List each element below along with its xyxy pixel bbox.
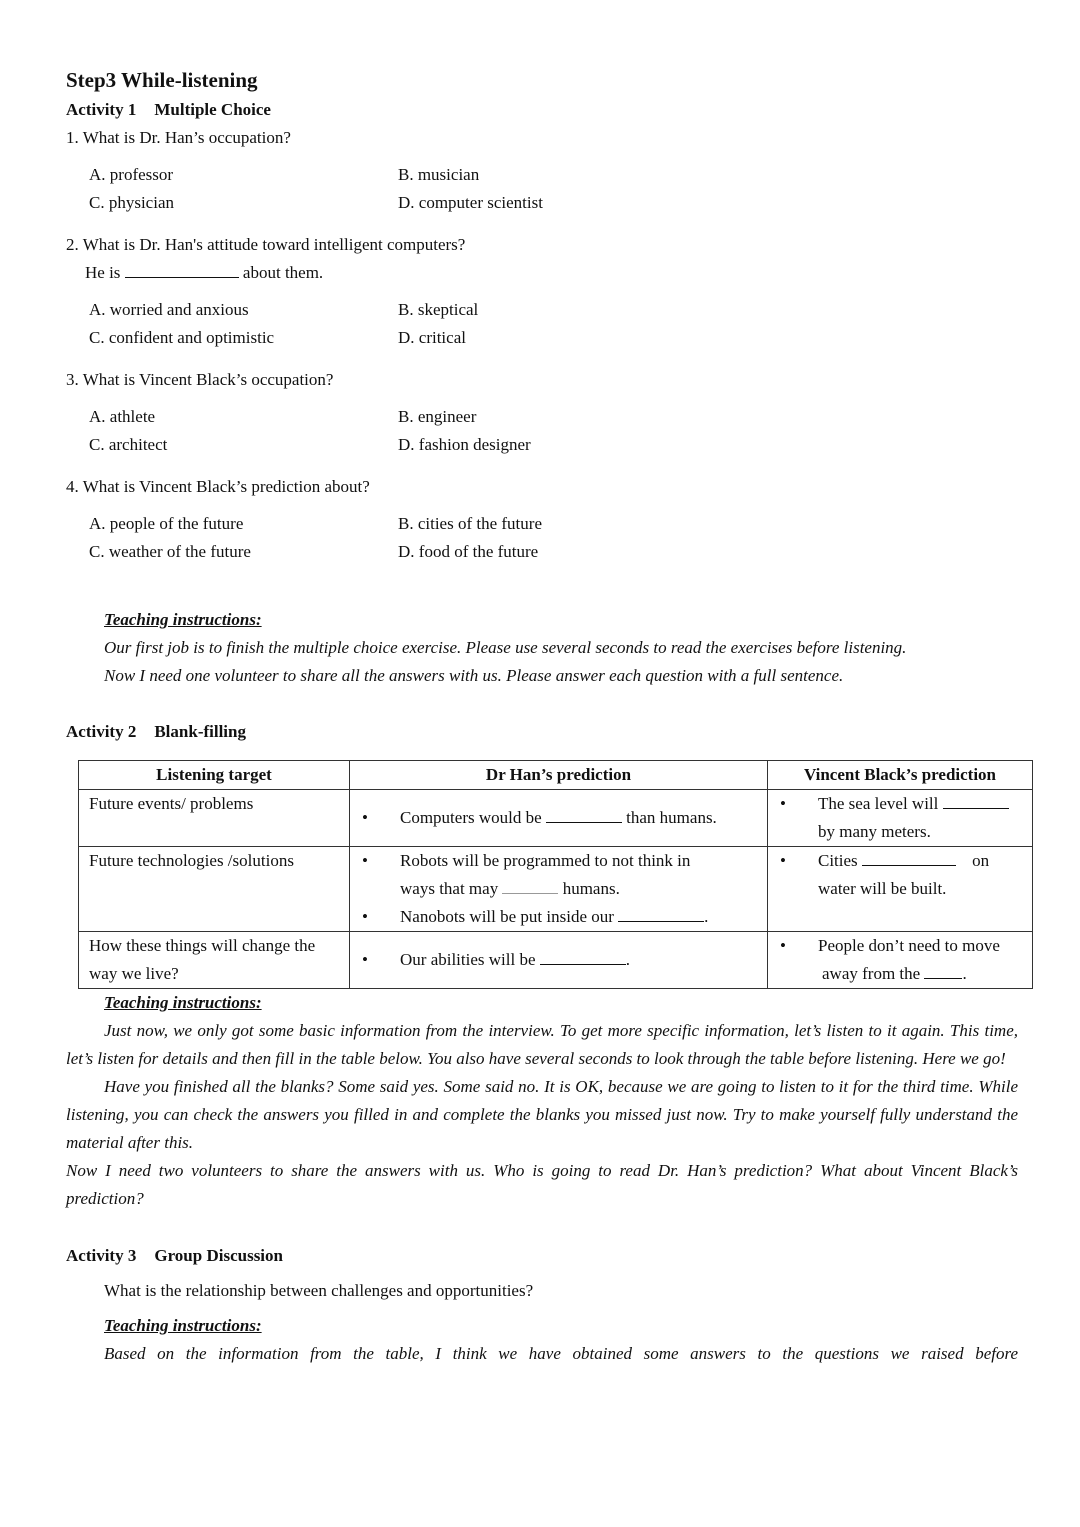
han-cell xyxy=(350,932,768,989)
answer-blank xyxy=(540,946,626,965)
option-d: D. food of the future xyxy=(398,542,539,561)
question-text: 1. What is Dr. Han’s occupation? xyxy=(66,128,291,147)
cell-text: ways that may xyxy=(400,879,499,898)
question-text: 3. What is Vincent Black’s occupation? xyxy=(66,370,334,389)
question-3 xyxy=(66,366,1018,459)
table-row xyxy=(79,932,1033,989)
cell-text: water will be built. xyxy=(818,879,947,898)
activity3-instructions xyxy=(104,1312,1018,1368)
bullet: • xyxy=(780,936,786,955)
option-d: D. computer scientist xyxy=(398,193,543,212)
han-cell xyxy=(350,847,768,932)
activity2-title: Blank-filling xyxy=(154,722,246,741)
cell-text: away from the xyxy=(822,964,921,983)
activity3-heading xyxy=(66,1242,1018,1270)
option-a: A. professor xyxy=(89,165,174,184)
cell-text: humans. xyxy=(562,879,620,898)
options xyxy=(89,296,1018,352)
answer-blank xyxy=(125,259,239,278)
instructions-title: Teaching instructions: xyxy=(104,610,262,629)
cell-text: The sea level will xyxy=(818,794,939,813)
answer-blank xyxy=(618,903,704,922)
activity2-instructions xyxy=(66,989,1018,1213)
header-vincent-prediction: Vincent Black’s prediction xyxy=(768,761,1033,790)
subline-pre: He is xyxy=(85,263,121,282)
instructions-line: Now I need one volunteer to share all the answers with us. Please answer each question with a full sentence. xyxy=(104,666,844,685)
activity1-instructions xyxy=(104,606,1018,690)
option-b: B. musician xyxy=(398,165,480,184)
bullet: • xyxy=(362,950,368,969)
row-target: Future technologies /solutions xyxy=(79,847,350,932)
question-2 xyxy=(66,231,1018,352)
question-text: 2. What is Dr. Han's attitude toward intelligent computers? xyxy=(66,235,466,254)
bullet: • xyxy=(362,907,368,926)
subline-post: about them. xyxy=(242,263,324,282)
activity3-question: What is the relationship between challenges and opportunities? xyxy=(104,1281,534,1300)
answer-blank xyxy=(502,875,558,894)
instructions-paragraph: Have you finished all the blanks? Some said yes. Some said no. It is OK, because we are going to listen to it for the third time. While listening, you can check the answers you filled in and complete the blanks you missed just now. Try to make yourself fully understand the material after this. xyxy=(66,1077,1018,1152)
question-4 xyxy=(66,473,1018,566)
header-listening-target: Listening target xyxy=(79,761,350,790)
activity2-label: Activity 2 xyxy=(66,722,137,741)
option-d: D. fashion designer xyxy=(398,435,531,454)
cell-text: Computers would be xyxy=(400,808,542,827)
question-text: 4. What is Vincent Black’s prediction about? xyxy=(66,477,370,496)
instructions-line: Our first job is to finish the multiple choice exercise. Please use several seconds to read the exercises before listening. xyxy=(104,638,907,657)
cell-text: Robots will be programmed to not think in xyxy=(400,851,691,870)
table-header-row xyxy=(79,761,1033,790)
document-page xyxy=(66,64,1018,1368)
bullet: • xyxy=(362,851,368,870)
option-a: A. people of the future xyxy=(89,514,244,533)
blank-filling-table xyxy=(78,760,1033,989)
instructions-title: Teaching instructions: xyxy=(104,1316,262,1335)
activity1-title: Multiple Choice xyxy=(154,100,271,119)
bullet: • xyxy=(780,851,786,870)
activity1-label: Activity 1 xyxy=(66,100,137,119)
row-target: How these things will change the way we live? xyxy=(79,932,350,989)
activity3-label: Activity 3 xyxy=(66,1246,137,1265)
options xyxy=(89,510,1018,566)
table-row xyxy=(79,847,1033,932)
bullet: • xyxy=(362,808,368,827)
cell-text: Nanobots will be put inside our xyxy=(400,907,614,926)
option-c: C. physician xyxy=(89,193,174,212)
option-c: C. weather of the future xyxy=(89,542,251,561)
step-title: Step3 While-listening xyxy=(66,68,258,92)
cell-text: . xyxy=(704,907,709,926)
instructions-paragraph: Just now, we only got some basic information from the interview. To get more specific information, let’s listen to it again. This time, let’s listen for details and then fill in the table below. You also have several seconds to look through the table before listening. Here we go! xyxy=(66,1021,1018,1068)
question-subline xyxy=(66,259,1018,287)
vincent-cell xyxy=(768,790,1033,847)
option-b: B. cities of the future xyxy=(398,514,542,533)
instructions-paragraph: Now I need two volunteers to share the answers with us. Who is going to read Dr. Han’s prediction? What about Vincent Black’s prediction? xyxy=(66,1161,1018,1208)
option-b: B. engineer xyxy=(398,407,477,426)
answer-blank xyxy=(546,804,622,823)
option-a: A. athlete xyxy=(89,407,156,426)
cell-text: than humans. xyxy=(626,808,717,827)
row-target: Future events/ problems xyxy=(79,790,350,847)
question-1 xyxy=(66,124,1018,217)
cell-text: People don’t need to move xyxy=(818,936,1000,955)
option-c: C. confident and optimistic xyxy=(89,328,275,347)
cell-text: Our abilities will be xyxy=(400,950,536,969)
instructions-line: Based on the information from the table, I think we have obtained some answers to the questions we raised before xyxy=(104,1344,1018,1363)
option-d: D. critical xyxy=(398,328,466,347)
vincent-cell xyxy=(768,932,1033,989)
option-b: B. skeptical xyxy=(398,300,479,319)
bullet: • xyxy=(780,794,786,813)
header-han-prediction: Dr Han’s prediction xyxy=(350,761,768,790)
options xyxy=(89,161,1018,217)
cell-text: . xyxy=(625,950,631,969)
cell-text: by many meters. xyxy=(818,822,931,841)
options xyxy=(89,403,1018,459)
answer-blank xyxy=(862,847,956,866)
han-cell xyxy=(350,790,768,847)
cell-text: on xyxy=(972,851,990,870)
option-c: C. architect xyxy=(89,435,168,454)
table-row xyxy=(79,790,1033,847)
activity1-heading xyxy=(66,96,1018,124)
cell-text: . xyxy=(962,964,967,983)
option-a: A. worried and anxious xyxy=(89,300,249,319)
instructions-title: Teaching instructions: xyxy=(104,993,262,1012)
answer-blank xyxy=(924,960,962,979)
cell-text: Cities xyxy=(818,851,858,870)
answer-blank xyxy=(943,790,1009,809)
vincent-cell xyxy=(768,847,1033,932)
activity3-title: Group Discussion xyxy=(154,1246,283,1265)
activity2-heading xyxy=(66,718,1018,746)
